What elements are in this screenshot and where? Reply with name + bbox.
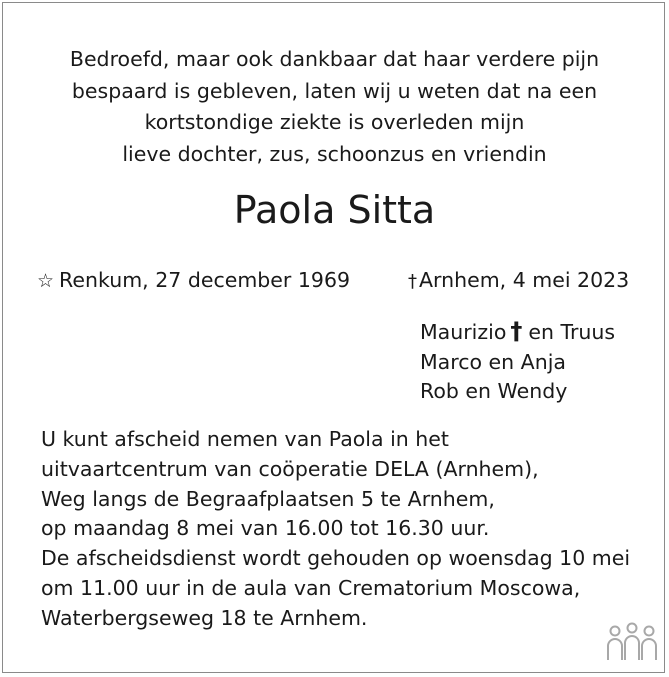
dela-logo-icon <box>606 622 658 662</box>
details-line: U kunt afscheid nemen van Paola in het <box>41 427 449 451</box>
family-name: Maurizio <box>420 320 507 344</box>
details-line: Waterbergseweg 18 te Arnhem. <box>41 605 368 630</box>
intro-line: bespaard is gebleven, laten wij u weten dat na een <box>71 78 598 103</box>
intro-line: kortstondige ziekte is overleden mijn <box>144 110 525 134</box>
birth-text: Renkum, 27 december 1969 <box>59 268 351 292</box>
details-line: om 11.00 uur in de aula van Crematorium Moscowa, <box>41 575 581 600</box>
intro-text <box>0 44 669 170</box>
details-line: De afscheidsdienst wordt gehouden op woensdag 10 mei <box>41 546 631 571</box>
death-info <box>408 266 629 296</box>
family-list <box>420 318 615 407</box>
cross-icon: † <box>408 271 417 292</box>
family-line <box>420 318 615 348</box>
details-line: op maandag 8 mei van 16.00 tot 16.30 uur. <box>41 516 490 541</box>
intro-line: lieve dochter, zus, schoonzus en vriendin <box>122 141 547 166</box>
intro-line: Bedroefd, maar ook dankbaar dat haar verdere pijn <box>69 47 600 71</box>
family-line: Marco en Anja <box>420 349 566 374</box>
details-line: uitvaartcentrum van coöperatie DELA (Arnhem), <box>41 456 539 481</box>
farewell-details <box>41 425 630 634</box>
family-line: Rob en Wendy <box>420 379 568 403</box>
family-name: en Truus <box>528 320 616 344</box>
deceased-name: Paola Sitta <box>233 188 436 232</box>
details-line: Weg langs de Begraafplaatsen 5 te Arnhem, <box>41 486 495 511</box>
cross-icon: † <box>510 317 523 345</box>
birth-info <box>37 266 350 295</box>
death-text: Arnhem, 4 mei 2023 <box>419 268 630 292</box>
star-icon: ☆ <box>37 270 55 292</box>
